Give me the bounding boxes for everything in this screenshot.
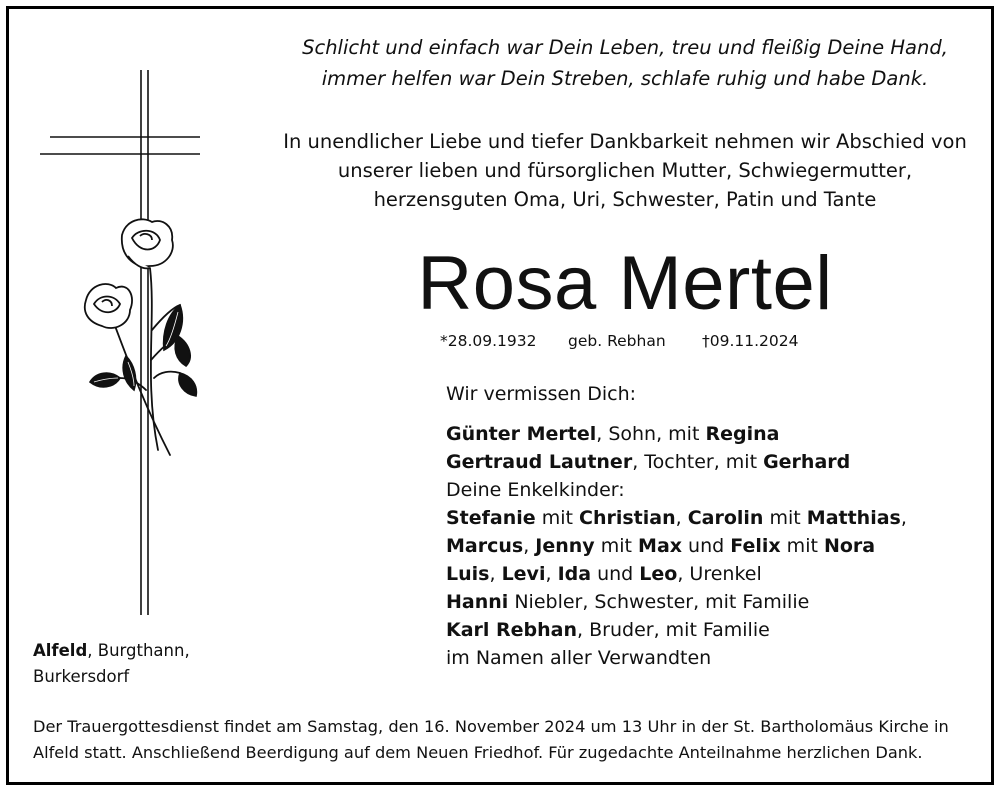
service-line: Alfeld statt. Anschließend Beerdigung auf dem Neuen Friedhof. Für zugedachte Anteilnahme herzlichen Dank. xyxy=(33,743,923,762)
cross-with-rose-icon xyxy=(30,60,200,630)
birth-date: *28.09.1932 xyxy=(440,332,537,350)
mourner-row: Luis, Levi, Ida und Leo, Urenkel xyxy=(446,563,762,585)
poem-line: Schlicht und einfach war Dein Leben, treu und fleißig Deine Hand, xyxy=(302,36,948,59)
death-date: †09.11.2024 xyxy=(702,332,799,350)
maiden-name: geb. Rebhan xyxy=(568,332,666,350)
service-notice xyxy=(33,714,973,766)
mourner-row: Gertraud Lautner, Tochter, mit Gerhard xyxy=(446,451,851,473)
place-line: Alfeld, Burgthann, xyxy=(33,641,190,660)
mourners-heading: Wir vermissen Dich: xyxy=(446,383,637,405)
mourners-list xyxy=(446,380,966,672)
place-names xyxy=(33,638,263,690)
deceased-name: Rosa Mertel xyxy=(417,241,833,326)
grandchildren-heading: Deine Enkelkinder: xyxy=(446,479,625,501)
intro-line: unserer lieben und fürsorglichen Mutter, Schwiegermutter, xyxy=(337,159,913,182)
intro-line: herzensguten Oma, Uri, Schwester, Patin und Tante xyxy=(373,188,877,211)
mourner-row: Karl Rebhan, Bruder, mit Familie xyxy=(446,619,770,641)
mourner-row: Hanni Niebler, Schwester, mit Familie xyxy=(446,591,810,613)
intro-line: In unendlicher Liebe und tiefer Dankbarkeit nehmen wir Abschied von xyxy=(283,130,967,153)
mourner-row: Marcus, Jenny mit Max und Felix mit Nora xyxy=(446,535,876,557)
poem-line: immer helfen war Dein Streben, schlafe ruhig und habe Dank. xyxy=(321,67,929,90)
place-line: Burkersdorf xyxy=(33,667,130,686)
poem xyxy=(270,32,980,94)
mourner-row: Stefanie mit Christian, Carolin mit Matthias, xyxy=(446,507,907,529)
intro-text xyxy=(270,127,980,214)
mourner-row: Günter Mertel, Sohn, mit Regina xyxy=(446,423,780,445)
service-line: Der Trauergottesdienst findet am Samstag, den 16. November 2024 um 13 Uhr in der St. Bartholomäus Kirche in xyxy=(33,717,949,736)
mourners-closing: im Namen aller Verwandten xyxy=(446,647,712,669)
